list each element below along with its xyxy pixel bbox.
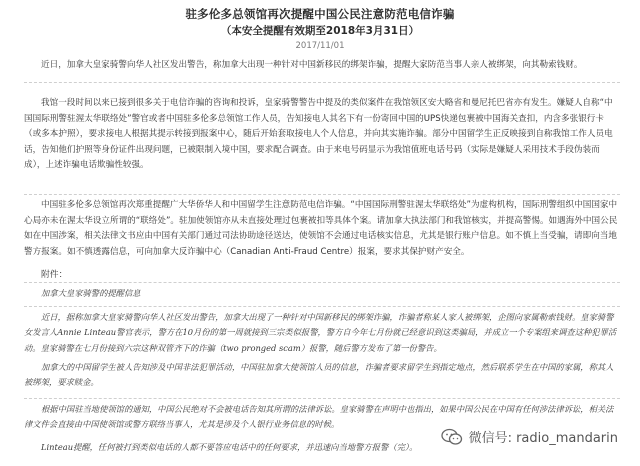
body-section: [24, 58, 620, 74]
attachment-section: [24, 310, 620, 356]
page-subtitle: （本安全提醒有效期至2018年3月31日）: [220, 25, 420, 37]
attachment-heading: 加拿大皇家骑警的提醒信息: [41, 288, 141, 298]
wechat-icon: [441, 428, 463, 446]
attachment-section: [24, 360, 620, 391]
divider: [24, 398, 620, 399]
paragraph-2: 我馆一段时间以来已接到很多关于电信诈骗的咨询和投诉，皇家骑警警告中提及的类似案件在我馆领区安大略省和曼尼托巴省亦有发生。嫌疑人自称“中国国际刑警驻渥太华联络处”警官或者中国驻多伦多总领馆工作人员，告知接电人其名下有一份寄回中国的UPS快递包裹被中国海关查扣，内含多张银行卡（或多本护照），要求接电人根据其提示转接到报案中心，随后开始套取接电人个人信息，并向其实施诈骗。部分中国留学生正反映接到自称我馆工作人员电话，告知他们护照等身份证件出现问题，已被限制入境中国，要求配合调查。由于来电号码显示为我馆值班电话号码（实际是嫌疑人采用技术手段伪装而成），上述诈骗电话欺骗性较强。: [24, 98, 613, 171]
wechat-id-text: 微信号: radio_mandarin: [468, 431, 618, 446]
divider: [24, 194, 620, 195]
body-section: [24, 198, 620, 260]
attachment-section: [24, 286, 620, 301]
attachment-paragraph-4: Linteau提醒，任何被打到类似电话的人都不要答应电话中的任何要求，并迅速向当地警方报警（完）。: [41, 442, 418, 452]
divider: [24, 82, 620, 83]
page-title: 驻多伦多总领馆再次提醒中国公民注意防范电信诈骗: [185, 7, 455, 21]
paragraph-3: 中国驻多伦多总领馆再次郑重提醒广大华侨华人和中国留学生注意防范电信诈骗。“中国国际刑警驻渥太华联络处”为虚构机构，国际刑警组织中国国家中心局亦未在渥太华设立所谓的“联络处”。驻加使领馆亦从未直接处理过包裹被扣等具体个案。请加拿大执法部门和我馆核实，并提高警惕。如遇海外中国公民如在中国涉案，相关法律文书应由中国有关部门通过司法协助途径送达，使领馆不会通过电话核实信息，尤其是银行账户信息。如不慎上当受骗，请即向当地警方报案。如不慎透露信息，可向加拿大反诈骗中心（Canadian Anti-Fraud Centre）报案，要求其保护财产安全。: [24, 200, 618, 257]
wechat-watermark: [437, 425, 622, 448]
publish-date: 2017/11/01: [295, 41, 345, 51]
paragraph-1: 近日，加拿大皇家骑警向华人社区发出警告，称加拿大出现一种针对中国新移民的绑架诈骗，提醒大家防范当事人亲人被绑架，向其勒索钱财。: [41, 60, 583, 70]
attachment-paragraph-3: 根据中国驻当地使领馆的通知，中国公民绝对不会被电话告知其所谓的法律诉讼。皇家骑警在声明中也指出，如果中国公民在中国有任何涉法律诉讼，相关法律文件会直接由中国使领馆或警方联络当事人，尤其是涉及个人银行业务信息的时候。: [24, 404, 614, 430]
divider: [24, 306, 620, 307]
body-section: [24, 96, 620, 174]
attachment-paragraph-2: 加拿大的中国留学生被人告知涉及中国非法犯罪活动，中国驻加拿大使领馆人员的信息，诈骗者要求留学生到指定地点，然后联系学生在中国的家属，称其人被绑架，要求赎金。: [24, 362, 614, 388]
divider: [24, 282, 620, 283]
attachment-label: 附件：: [41, 270, 68, 280]
attachment-label-row: [24, 262, 620, 281]
attachment-paragraph-1: 近日，据称加拿大皇家骑警向华人社区发出警告，加拿大出现了一种针对中国新移民的绑架诈骗，诈骗者称某人家人被绑架，企图向家属勒索钱财。皇家骑警女发言人Annie Linteau警官表示，警方在10月份的第一周就接到三宗类似报警，警方自今年七月份就已经意识到这类骗局，并成立一个专案组来调查这种犯罪活动。皇家骑警在七月份接到六宗这种双管齐下的诈骗（two pronged scam）报警，随后警方发布了第一份警告。: [24, 312, 617, 353]
